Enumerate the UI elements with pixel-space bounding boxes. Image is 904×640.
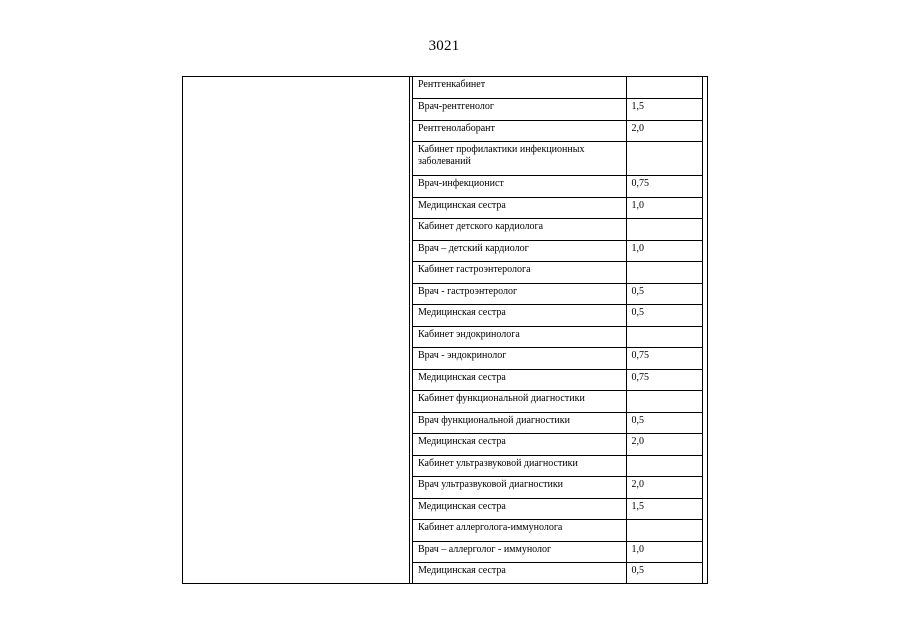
- table-row: [413, 520, 702, 542]
- staff-rate: 2,0: [626, 477, 702, 499]
- table-row: [413, 434, 702, 456]
- table-row: [413, 348, 702, 370]
- staff-rate: [626, 326, 702, 348]
- position-name: Медицинская сестра: [413, 369, 626, 391]
- position-name: Рентгенолаборант: [413, 120, 626, 142]
- position-name: Кабинет профилактики инфекционных заболеваний: [413, 142, 626, 176]
- position-name: Кабинет гастроэнтеролога: [413, 262, 626, 284]
- position-name: Кабинет аллерголога-иммунолога: [413, 520, 626, 542]
- position-name: Кабинет детского кардиолога: [413, 219, 626, 241]
- staff-rate: [626, 520, 702, 542]
- table-row: [413, 197, 702, 219]
- staff-rate: 2,0: [626, 120, 702, 142]
- staff-rate: [626, 262, 702, 284]
- staff-rate: 1,5: [626, 498, 702, 520]
- position-name: Врач-инфекционист: [413, 176, 626, 198]
- staff-rate: 0,5: [626, 305, 702, 327]
- position-name: Кабинет ультразвуковой диагностики: [413, 455, 626, 477]
- staff-rate: [626, 455, 702, 477]
- page-number: 3021: [428, 38, 460, 54]
- position-name: Врач – детский кардиолог: [413, 240, 626, 262]
- staff-rate: 1,0: [626, 240, 702, 262]
- staff-rate: [626, 142, 702, 176]
- position-name: Медицинская сестра: [413, 305, 626, 327]
- table-row: [413, 305, 702, 327]
- staff-rate: 0,5: [626, 412, 702, 434]
- staff-rate: 2,0: [626, 434, 702, 456]
- staff-rate: [626, 391, 702, 413]
- table-row: [413, 77, 702, 99]
- table-row: [413, 120, 702, 142]
- staff-rate: [626, 77, 702, 99]
- staff-rate: 0,75: [626, 348, 702, 370]
- position-name: Врач функциональной диагностики: [413, 412, 626, 434]
- table-row: [413, 563, 702, 585]
- table-row: [413, 541, 702, 563]
- staff-rate: 1,5: [626, 99, 702, 121]
- position-name: Медицинская сестра: [413, 434, 626, 456]
- staff-rate: 1,0: [626, 541, 702, 563]
- table-row: [413, 219, 702, 241]
- position-name: Врач - эндокринолог: [413, 348, 626, 370]
- position-name: Кабинет эндокринолога: [413, 326, 626, 348]
- table-row: [413, 283, 702, 305]
- table-row: [413, 176, 702, 198]
- position-name: Медицинская сестра: [413, 197, 626, 219]
- table-row: [413, 240, 702, 262]
- left-empty-column: [183, 77, 410, 583]
- position-name: Врач - гастроэнтеролог: [413, 283, 626, 305]
- table-row: [413, 455, 702, 477]
- table-row: [413, 477, 702, 499]
- position-name: Рентгенкабинет: [413, 77, 626, 99]
- position-name: Медицинская сестра: [413, 498, 626, 520]
- table-row: [413, 391, 702, 413]
- position-name: Врач ультразвуковой диагностики: [413, 477, 626, 499]
- table-row: [413, 262, 702, 284]
- staff-rate: 0,75: [626, 176, 702, 198]
- staff-rate: 0,5: [631, 565, 644, 576]
- table-row: [413, 369, 702, 391]
- staff-rate: 1,0: [626, 197, 702, 219]
- staff-rate: 0,75: [626, 369, 702, 391]
- position-name: Врач-рентгенолог: [413, 99, 626, 121]
- table-row: [413, 498, 702, 520]
- staff-rate: [626, 219, 702, 241]
- table-row: [413, 142, 702, 176]
- table-row: [413, 99, 702, 121]
- staffing-table: [182, 76, 708, 584]
- table-row: [413, 412, 702, 434]
- positions-table: [412, 77, 703, 583]
- table-row: [413, 326, 702, 348]
- position-name: Врач – аллерголог - иммунолог: [413, 541, 626, 563]
- staff-rate: 0,5: [626, 283, 702, 305]
- position-name: Медицинская сестра: [413, 563, 626, 585]
- position-name: Кабинет функциональной диагностики: [413, 391, 626, 413]
